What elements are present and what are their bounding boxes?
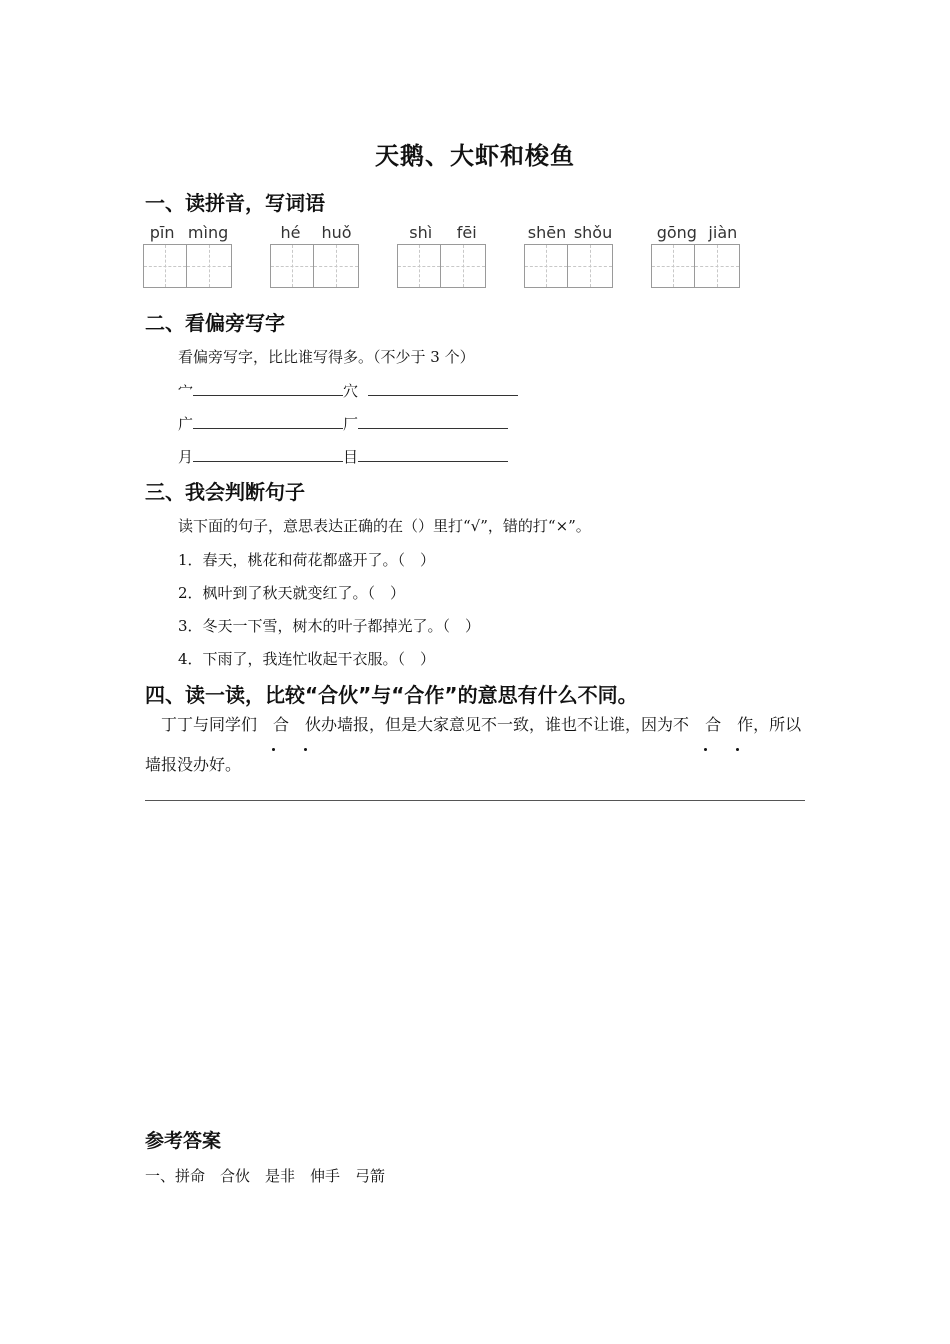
answer-blank[interactable] [193, 381, 343, 396]
answers-line-1: 一、拼命 合伙 是非 伸手 弓箭 [145, 1167, 386, 1185]
writing-cell[interactable] [568, 244, 613, 288]
pinyin-group-3 [397, 222, 489, 288]
pinyin-group-5 [651, 222, 743, 288]
pinyin: mìng [187, 223, 229, 242]
radical-row-2 [178, 413, 508, 434]
emphasized-char: 合 [689, 705, 721, 745]
writing-cell[interactable] [397, 244, 441, 288]
answer-blank[interactable] [193, 447, 343, 462]
radical: 月 [178, 448, 194, 466]
section-2-heading: 二、看偏旁写字 [145, 311, 285, 335]
writing-cell[interactable] [441, 244, 486, 288]
pinyin: pīn [149, 223, 175, 242]
judgement-item: 1．春天，桃花和荷花都盛开了。（ ） [178, 551, 436, 569]
answers-heading: 参考答案 [145, 1130, 222, 1152]
answer-blank[interactable] [358, 414, 508, 429]
judgement-item: 4．下雨了，我连忙收起干衣服。（ ） [178, 650, 436, 668]
radical: 广 [178, 415, 194, 433]
section-2-instruction: 看偏旁写字，比比谁写得多。（不少于 3 个） [178, 348, 475, 366]
emphasized-char: 作 [721, 705, 753, 745]
paragraph-text: 办墙报，但是大家意见不一致，谁也不让谁，因为不 [321, 715, 690, 734]
pinyin-group-1 [143, 222, 235, 288]
pinyin: huǒ [321, 223, 352, 242]
pinyin: shēn [527, 223, 567, 242]
answer-blank[interactable] [193, 414, 343, 429]
answer-blank[interactable] [368, 381, 518, 396]
writing-cell[interactable] [695, 244, 740, 288]
emphasized-char: 伙 [289, 705, 321, 745]
section-4-heading: 四、读一读，比较“合伙”与“合作”的意思有什么不同。 [145, 683, 638, 707]
pinyin: shì [409, 223, 433, 242]
pinyin-group-2 [270, 222, 362, 288]
answer-line[interactable] [145, 800, 805, 801]
radical: 宀 [178, 382, 194, 400]
reading-paragraph [145, 705, 810, 785]
pinyin: hé [280, 223, 301, 242]
section-3-instruction: 读下面的句子，意思表达正确的在（）里打“√”，错的打“×”。 [178, 517, 591, 535]
section-1-heading: 一、读拼音，写词语 [145, 191, 325, 215]
pinyin: shǒu [573, 223, 613, 242]
radical: 穴 [343, 382, 359, 400]
radical-row-1 [178, 380, 518, 401]
writing-cell[interactable] [187, 244, 232, 288]
radical: 厂 [343, 415, 359, 433]
judgement-item: 3．冬天一下雪，树木的叶子都掉光了。（ ） [178, 617, 481, 635]
paragraph-text: 丁丁与同学们 [161, 715, 258, 734]
writing-cell[interactable] [143, 244, 187, 288]
writing-cell[interactable] [314, 244, 359, 288]
pinyin: gōng [656, 223, 697, 242]
writing-cell[interactable] [270, 244, 314, 288]
pinyin-group-4 [524, 222, 616, 288]
pinyin: fēi [456, 223, 477, 242]
section-3-heading: 三、我会判断句子 [145, 480, 305, 504]
emphasized-char: 合 [257, 705, 289, 745]
answer-blank[interactable] [358, 447, 508, 462]
paragraph-text: ，所以墙报没办好。 [145, 715, 802, 774]
radical: 目 [343, 448, 359, 466]
writing-cell[interactable] [651, 244, 695, 288]
judgement-item: 2．枫叶到了秋天就变红了。（ ） [178, 584, 406, 602]
radical-row-3 [178, 446, 508, 467]
pinyin: jiàn [708, 223, 738, 242]
page-title: 天鹅、大虾和梭鱼 [375, 142, 575, 170]
writing-cell[interactable] [524, 244, 568, 288]
